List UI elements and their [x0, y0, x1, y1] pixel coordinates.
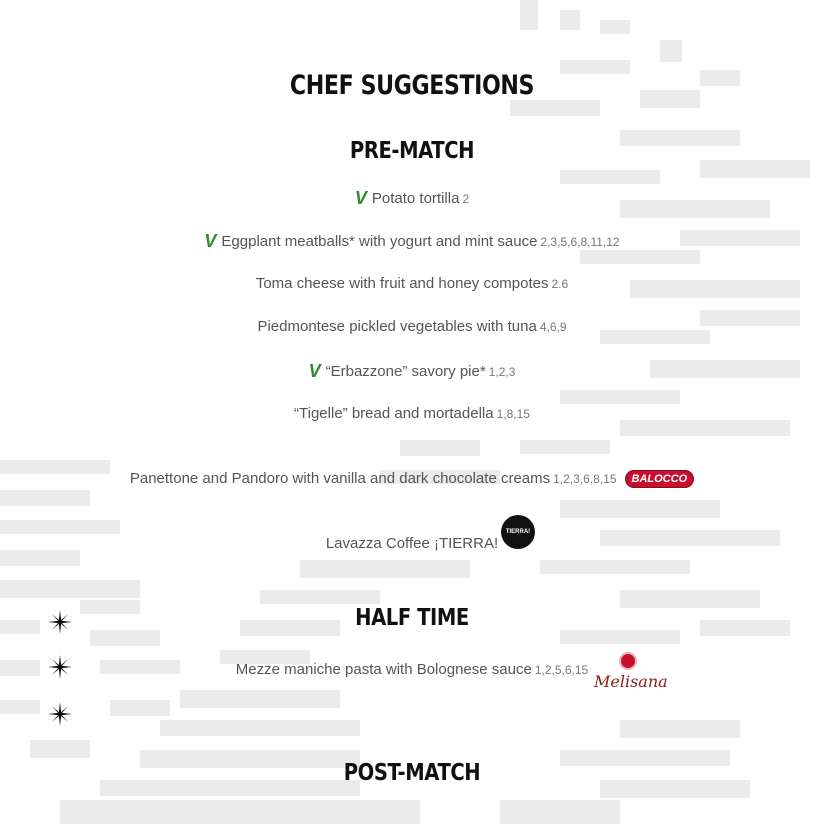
menu-item-pickled-vegetables: [0, 318, 824, 335]
menu-item-erbazzone: [0, 361, 824, 382]
allergen-codes: 1,8,15: [496, 407, 530, 421]
menu-item-name: Eggplant meatballs* with yogurt and mint sauce: [221, 233, 538, 250]
menu-item-name: Piedmontese pickled vegetables with tuna: [257, 318, 537, 335]
vegetarian-leaf-icon: V: [308, 361, 321, 381]
menu-item-mezze-maniche: [0, 661, 824, 678]
menu-item-tigelle: [0, 405, 824, 422]
tierra-logo: TIERRA!: [501, 515, 535, 549]
allergen-codes: 1,2,3,6,8,15: [553, 472, 617, 486]
menu-item-name: Potato tortilla: [371, 190, 460, 207]
menu-item-lavazza-coffee: [0, 535, 824, 552]
allergen-codes: 2: [462, 192, 470, 206]
allergen-codes: 2,3,5,6,8,11,12: [540, 235, 620, 249]
menu-item-name: Toma cheese with fruit and honey compotes: [255, 275, 549, 292]
menu-item-name: Mezze maniche pasta with Bolognese sauce: [235, 661, 532, 678]
menu-item-name: Lavazza Coffee ¡TIERRA!: [325, 535, 499, 552]
sparkle-star-icon: [48, 702, 72, 726]
sparkle-star-icon: [48, 655, 72, 679]
menu-item-potato-tortilla: [0, 188, 824, 209]
melisana-logo: [594, 652, 668, 694]
section-heading-halftime: HALF TIME: [355, 605, 469, 631]
menu-item-toma-cheese: [0, 275, 824, 292]
menu-item-name: Panettone and Pandoro with vanilla and dark chocolate creams: [129, 470, 551, 487]
melisana-wordmark: Melisana: [594, 672, 668, 691]
allergen-codes: 2.6: [551, 277, 569, 291]
menu-item-panettone: [0, 470, 824, 488]
menu-item-eggplant-meatballs: [0, 231, 824, 252]
allergen-codes: 1,2,5,6,15: [534, 663, 589, 677]
menu-item-name: “Erbazzone” savory pie*: [325, 363, 486, 380]
allergen-codes: 1,2,3: [488, 365, 516, 379]
vegetarian-leaf-icon: V: [354, 188, 367, 208]
section-heading-postmatch: POST-MATCH: [343, 760, 481, 786]
vegetarian-leaf-icon: V: [204, 231, 217, 251]
section-heading-prematch: PRE-MATCH: [349, 138, 475, 164]
page-title: CHEF SUGGESTIONS: [289, 70, 535, 101]
allergen-codes: 4,6,9: [539, 320, 567, 334]
balocco-logo: BALOCCO: [625, 470, 695, 488]
melisana-badge-icon: [619, 652, 637, 670]
menu-item-name: “Tigelle” bread and mortadella: [294, 405, 494, 422]
sparkle-star-icon: [48, 610, 72, 634]
